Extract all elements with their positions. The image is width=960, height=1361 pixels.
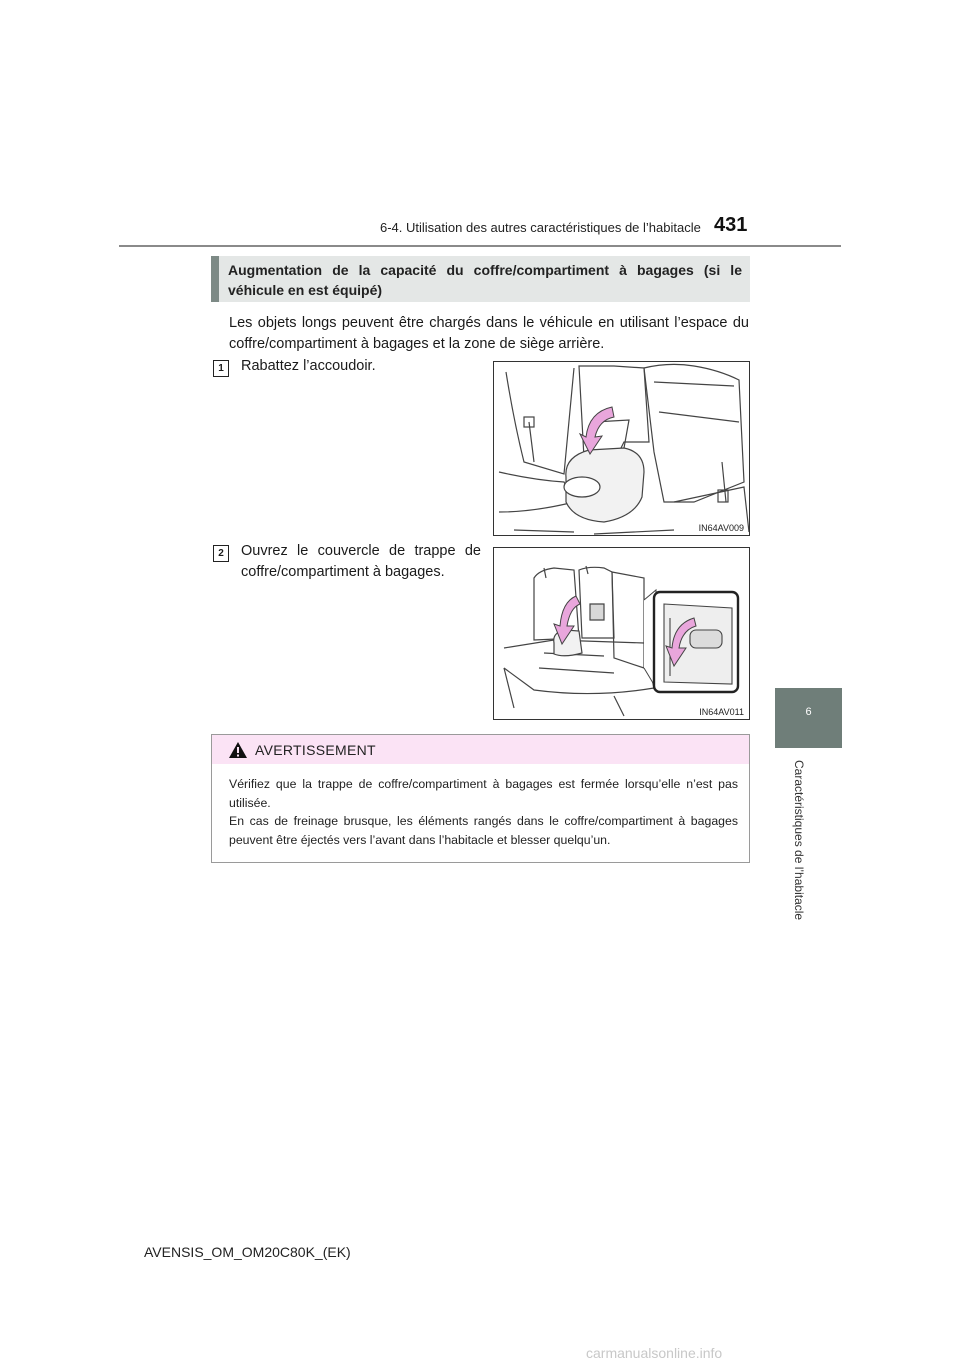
chapter-tab: [775, 688, 842, 748]
subsection-title: Augmentation de la capacité du coffre/compartiment à bagages (si le véhicule en est équipé): [228, 262, 742, 298]
warning-triangle-icon: [228, 741, 248, 759]
trunk-hatch-illustration: [494, 548, 750, 720]
step-badge-2: 2: [213, 545, 229, 562]
intro-paragraph: Les objets longs peuvent être chargés dans le véhicule en utilisant l’espace du coffre/compartiment à bagages et la zone de siège arrière.: [229, 315, 749, 352]
watermark: carmanualsonline.info: [586, 1345, 723, 1361]
chapter-title: Caractéristiques de l’habitacle: [792, 760, 806, 921]
header-divider: [119, 245, 841, 247]
section-header: 6-4. Utilisation des autres caractéristiques de l’habitacle: [380, 220, 701, 235]
subsection-title-box: [211, 256, 750, 302]
figure-code-2: IN64AV011: [699, 707, 744, 717]
figure-code-1: IN64AV009: [698, 523, 744, 533]
warning-paragraph-2: En cas de freinage brusque, les éléments rangés dans le coffre/compartiment à bagages peuvent être éjectés vers l’avant dans l’habitacle et blesser quelqu’un.: [229, 814, 738, 847]
warning-body: [229, 775, 738, 849]
step-text-2: Ouvrez le couvercle de trappe de coffre/compartiment à bagages.: [241, 543, 481, 580]
step-text-1: Rabattez l’accoudoir.: [241, 358, 376, 374]
page-number: 431: [714, 214, 748, 236]
warning-paragraph-1: Vérifiez que la trappe de coffre/compartiment à bagages est fermée lorsqu’elle n’est pas utilisée.: [229, 777, 738, 810]
warning-title: AVERTISSEMENT: [255, 742, 376, 758]
step-badge-1: 1: [213, 360, 229, 377]
chapter-number: 6: [805, 706, 812, 718]
warning-box: [211, 734, 750, 863]
figure-trunk-hatch: [493, 547, 750, 720]
footer-code: AVENSIS_OM_OM20C80K_(EK): [144, 1244, 351, 1260]
figure-armrest: [493, 361, 750, 536]
warning-header: [212, 735, 749, 764]
armrest-illustration: [494, 362, 750, 536]
